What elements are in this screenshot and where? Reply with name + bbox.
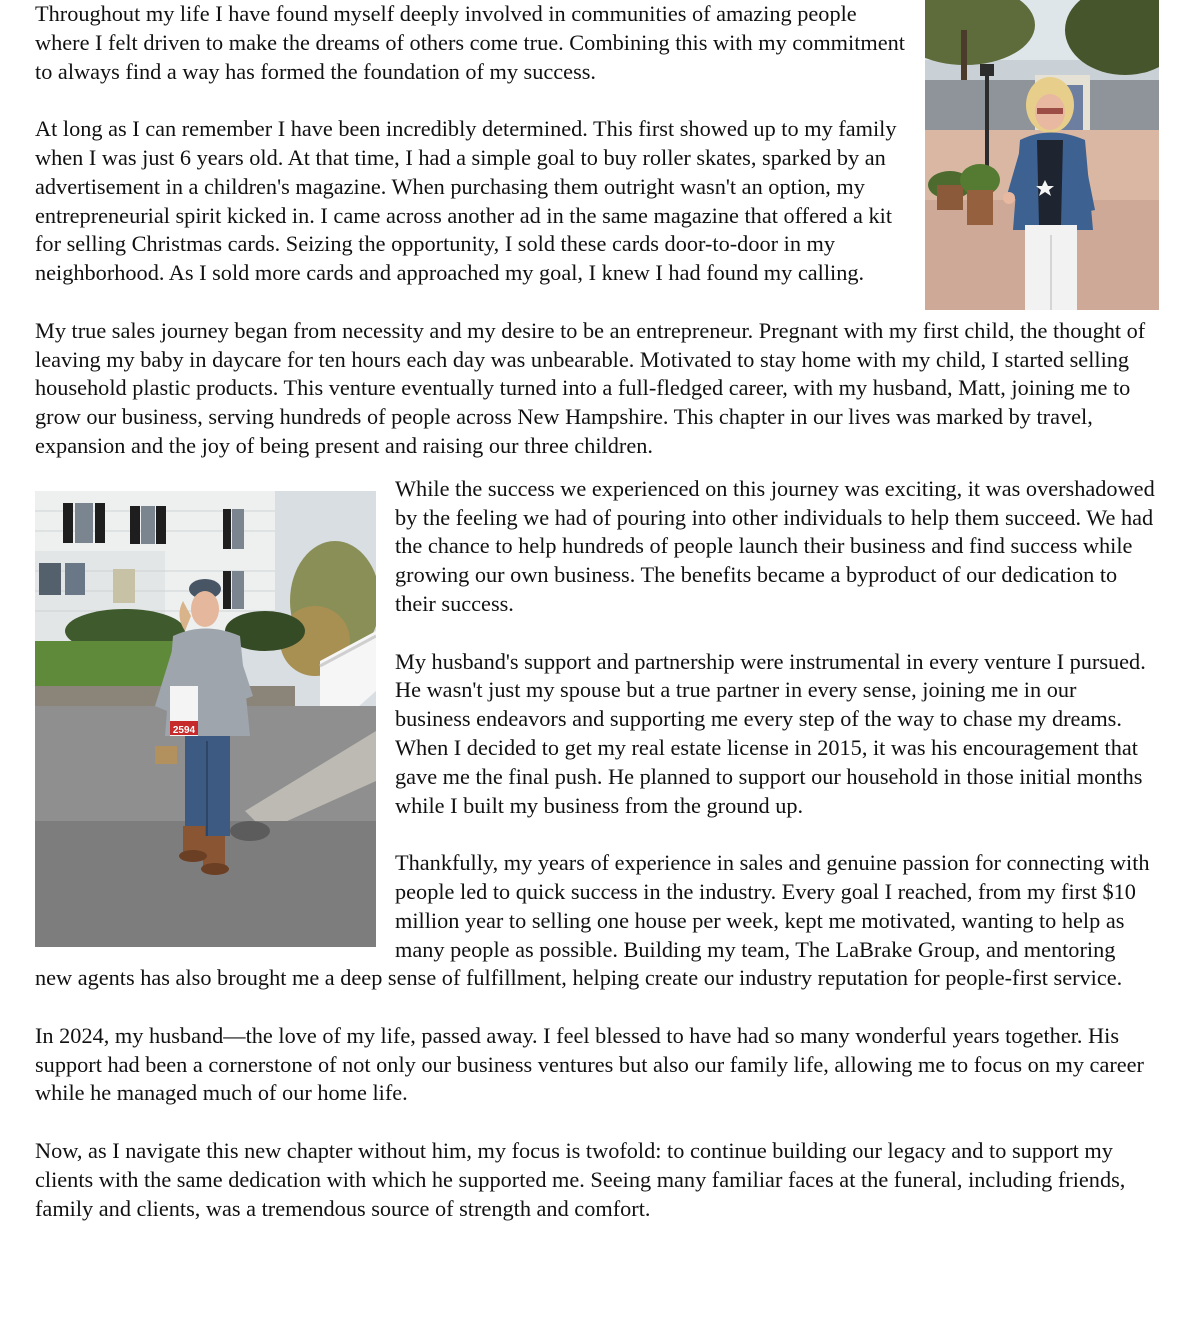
paragraph-husband-support: My husband's support and partnership were instrumental in every venture I pursued. He wasn't just my spouse but a true partner in every sense, joining me in our business endeavors and supporting me every step of the way to chase my dreams. When I decided to get my real estate license in 2015, it was his encouragement that gave me the final push. He planned to support our household in those initial months while I built my business from the ground up. <box>395 648 1146 818</box>
paragraph-sales-journey: My true sales journey began from necessity and my desire to be an entrepreneur. Pregnant with my first child, the thought of leaving my baby in daycare for ten hours each day was unbearable. Motivated to stay home with my child, I started selling household plastic products. This venture eventually turned into a full-fledged career, with my husband, Matt, joining me to grow our business, serving hundreds of people across New Hampshire. This chapter in our lives was marked by travel, expansion and the joy of being present and raising our three children. <box>35 317 1146 458</box>
paragraph-real-estate-success: Thankfully, my years of experience in sales and genuine passion for connecting with people led to quick success in the industry. Every goal I reached, from my first $10 million year to selling one house per week, kept me motivated, wanting to help as many people as possible. Building my team, The LaBrake Group, and mentoring new agents has also brought me a deep sense of fulfillment, helping create our industry reputation for people-first service. <box>35 850 1150 991</box>
house-photo <box>35 491 376 947</box>
paragraph-pouring-into-others: While the success we experienced on this journey was exciting, it was overshadowed by the feeling we had of pouring into other individuals to help them succeed. We had the chance to help hundreds of people launch their business and find success while growing our own business. The benefits became a byproduct of our dedication to their success. <box>395 475 1155 616</box>
paragraph-intro: Throughout my life I have found myself deeply involved in communities of amazing people where I felt driven to make the dreams of others come true. Combining this with my commitment to always find a way has formed the foundation of my success. <box>35 1 905 84</box>
document-page <box>35 0 1157 1252</box>
paragraph-early-determination: At long as I can remember I have been incredibly determined. This first showed up to my family when I was just 6 years old. At that time, I had a simple goal to buy roller skates, sparked by an advertisement in a children's magazine. When purchasing them outright wasn't an option, my entrepreneurial spirit kicked in. I came across another ad in the same magazine that offered a kit for selling Christmas cards. Seizing the opportunity, I sold these cards door-to-door in my neighborhood. As I sold more cards and approached my goal, I knew I had found my calling. <box>35 116 897 286</box>
bib-number: 2594 <box>172 724 196 736</box>
park-photo <box>925 0 1159 310</box>
paragraph-new-chapter: Now, as I navigate this new chapter without him, my focus is twofold: to continue building our legacy and to support my clients with the same dedication with which he supported me. Seeing many familiar faces at the funeral, including friends, family and clients, was a tremendous source of strength and comfort. <box>35 1138 1126 1221</box>
paragraph-husband-passing: In 2024, my husband—the love of my life, passed away. I feel blessed to have had so many wonderful years together. His support had been a cornerstone of not only our business ventures but also our family life, allowing me to focus on my career while he managed much of our home life. <box>35 1022 1144 1106</box>
